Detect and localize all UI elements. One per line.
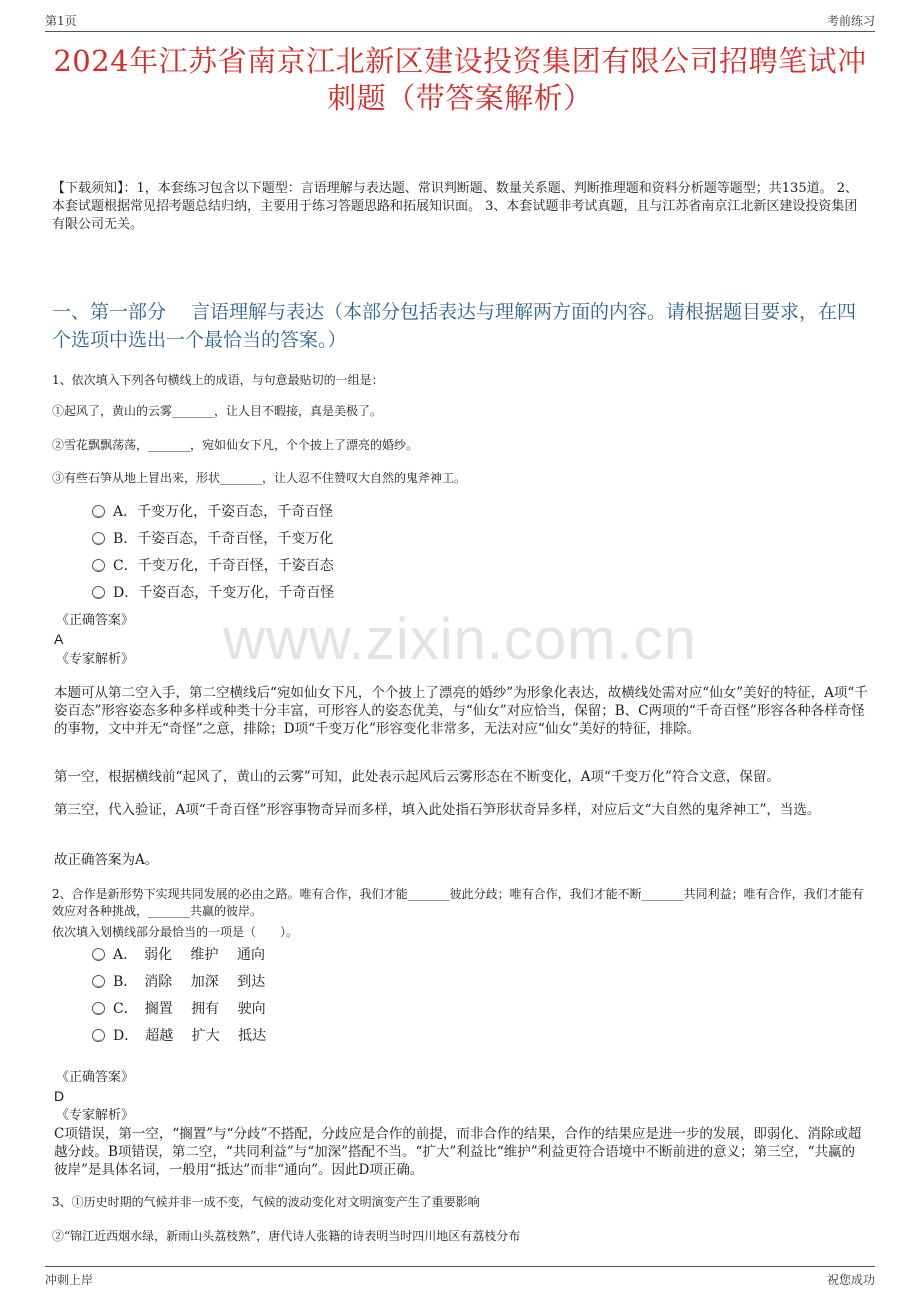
watermark: www.zixin.com.cn [223, 607, 697, 672]
radio-icon[interactable] [92, 1002, 105, 1015]
footer-divider [45, 1266, 875, 1267]
document-title: 2024年江苏省南京江北新区建设投资集团有限公司招聘笔试冲刺题（带答案解析） [53, 44, 867, 115]
page-header [45, 10, 875, 30]
q1-answer-label: 《正确答案》 [56, 613, 135, 628]
q2-analysis-p1: C项错误，第一空，“搁置”与“分歧”不搭配，分歧应是合作的前提，而非合作的结果，合作的结果应是进一步的发展，即弱化、消除或超越分歧。B项错误，第二空，“共同利益”与“加深”搭配不当。“扩大”利益比“维护”利益更符合语境中不断前进的意义；第三空，“共赢的彼岸”是具体名词，一般用“抵达”而非“通向”。因此D项正确。 [54, 1126, 862, 1178]
q1-option-b[interactable]: B．千姿百态，千奇百怪，千变万化 [92, 529, 333, 549]
q2-option-b[interactable]: B． 消除 加深 到达 [92, 972, 265, 992]
q1-option-d[interactable]: D．千姿百态，千变万化，千奇百怪 [92, 583, 334, 603]
q2-option-c[interactable]: C． 搁置 拥有 驶向 [92, 999, 266, 1019]
q3-sentence-2: ②“锦江近西烟水绿，新雨山头荔枝熟”，唐代诗人张籍的诗表明当时四川地区有荔枝分布 [52, 1229, 521, 1243]
section-heading: 一、第一部分 言语理解与表达（本部分包括表达与理解两方面的内容。请根据题目要求，在四个选项中选出一个最恰当的答案。） [52, 301, 857, 351]
radio-icon[interactable] [92, 559, 105, 572]
page-footer [45, 1271, 875, 1291]
header-tag: 考前练习 [826, 14, 875, 28]
radio-icon[interactable] [92, 505, 105, 518]
q1-option-a[interactable]: A．千变万化，千姿百态，千奇百怪 [92, 502, 333, 522]
footer-left: 冲刺上岸 [45, 1273, 94, 1287]
q2-option-d[interactable]: D． 超越 扩大 抵达 [92, 1026, 266, 1046]
radio-icon[interactable] [92, 532, 105, 545]
radio-icon[interactable] [92, 1029, 105, 1042]
q1-sentence-3: ③有些石笋从地上冒出来，形状_______，让人忍不住赞叹大自然的鬼斧神工。 [52, 471, 467, 485]
q2-analysis-label: 《专家解析》 [56, 1108, 135, 1123]
q1-analysis-label: 《专家解析》 [56, 652, 135, 667]
radio-icon[interactable] [92, 975, 105, 988]
page-number: 第1页 [45, 14, 77, 28]
q1-stem: 1、依次填入下列各句横线上的成语，与句意最贴切的一组是： [52, 373, 384, 387]
q2-option-a[interactable]: A． 弱化 维护 通向 [92, 945, 265, 965]
q1-analysis-p2: 第一空，根据横线前“起风了，黄山的云雾”可知，此处表示起风后云雾形态在不断变化，A项“千变万化”符合文意，保留。 [54, 769, 780, 785]
q1-analysis-p3: 第三空，代入验证，A项“千奇百怪”形容事物奇异而多样，填入此处指石笋形状奇异多样，对应后文“大自然的鬼斧神工”，当选。 [54, 802, 821, 818]
q1-analysis-p4: 故正确答案为A。 [54, 852, 159, 868]
q2-stem-instruction: 依次填入划横线部分最恰当的一项是（ ）。 [52, 925, 299, 939]
radio-icon[interactable] [92, 586, 105, 599]
radio-icon[interactable] [92, 948, 105, 961]
q1-sentence-2: ②雪花飘飘荡荡，_______，宛如仙女下凡，个个披上了漂亮的婚纱。 [52, 438, 419, 452]
q1-answer: A [54, 631, 64, 647]
header-divider [45, 31, 875, 32]
q2-answer-label: 《正确答案》 [56, 1070, 135, 1085]
q2-answer: D [54, 1088, 65, 1104]
q2-stem: 2、合作是新形势下实现共同发展的必由之路。唯有合作，我们才能_______彼此分歧；唯有合作，我们才能不断_______共同利益；唯有合作，我们才能有效应对各种挑战，_______共赢的彼岸。 [52, 887, 864, 918]
footer-right: 祝您成功 [826, 1273, 875, 1287]
download-notice: 【下载须知】：1，本套练习包含以下题型：言语理解与表达题、常识判断题、数量关系题、判断推理题和资料分析题等题型；共135道。 2、本套试题根据常见招考题总结归纳，主要用于练习答题思路和拓展知识面。 3、本套试题非考试真题，且与江苏省南京江北新区建设投资集团有限公司无关。 [52, 181, 858, 232]
q1-option-c[interactable]: C．千变万化，千奇百怪，千姿百态 [92, 556, 334, 576]
q1-sentence-1: ①起风了，黄山的云雾_______，让人目不暇接，真是美极了。 [52, 404, 383, 418]
q3-stem: 3、①历史时期的气候并非一成不变，气候的波动变化对文明演变产生了重要影响 [52, 1195, 480, 1209]
q1-analysis-p1: 本题可从第二空入手，第二空横线后“宛如仙女下凡，个个披上了漂亮的婚纱”为形象化表达，故横线处需对应“仙女”美好的特征，A项“千姿百态”形容姿态多种多样或种类十分丰富，可形容人的姿态优美，与“仙女”对应恰当，保留；B、C两项的“千奇百怪”形容各种各样奇怪的事物，文中并无“奇怪”之意，排除；D项“千变万化”形容变化非常多，无法对应“仙女”美好的特征，排除。 [54, 685, 868, 737]
